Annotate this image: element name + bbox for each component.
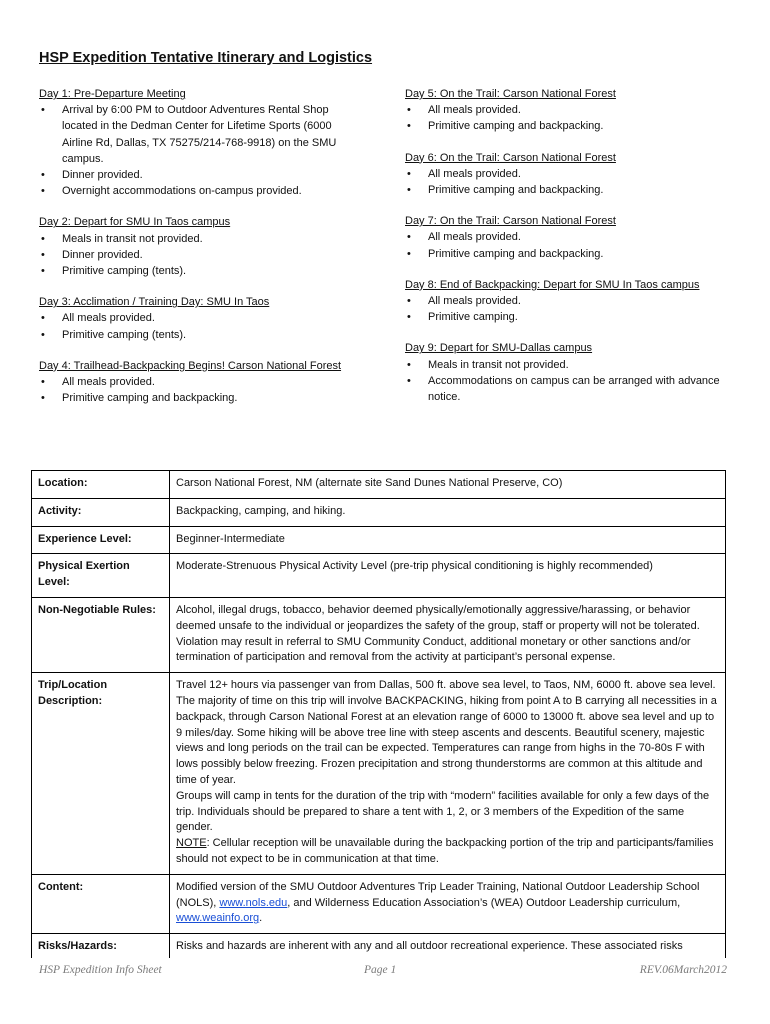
itinerary-left-column <box>39 86 364 421</box>
day-heading: Day 5: On the Trail: Carson National Forest <box>405 88 616 100</box>
list-item: • All meals provided. <box>405 166 735 182</box>
itinerary-right-column <box>405 86 735 420</box>
list-item: • Overnight accommodations on-campus provided. <box>39 183 364 199</box>
description-label: Trip/Location Description: <box>32 673 170 875</box>
itinerary-day <box>405 340 735 405</box>
day-details-list <box>39 102 364 199</box>
list-item: • Primitive camping and backpacking. <box>405 118 735 134</box>
list-item: • All meals provided. <box>405 102 735 118</box>
table-row-experience <box>32 526 726 554</box>
exertion-label: Physical Exertion Level: <box>32 554 170 598</box>
location-label: Location: <box>32 471 170 499</box>
footer-doc-name: HSP Expedition Info Sheet <box>39 964 162 976</box>
day-heading: Day 6: On the Trail: Carson National Forest <box>405 151 616 164</box>
location-value: Carson National Forest, NM (alternate site Sand Dunes National Preserve, CO) <box>170 471 726 499</box>
content-text-3: . <box>259 912 263 925</box>
activity-label: Activity: <box>32 498 170 526</box>
itinerary-day <box>39 214 364 279</box>
risks-label: Risks/Hazards: <box>32 934 170 958</box>
description-paragraph-1: Travel 12+ hours via passenger van from Dallas, 500 ft. above sea level, to Taos, NM, 6000 ft. above sea level. The majority of time on this trip will involve BACKPACKING, hiking from point A to B carrying all necessities in a backpack, through Carson National Forest at an elevation range of 6000 to 13000 ft. above sea level and up to 9 miles/day. Some hiking will be above tree line with steep ascents and descents. Beautiful scenery, majestic views and long periods on the trail can be expected. Temperatures can range from highs in the 70-80s F with lows possibly below freezing. Frozen precipitation and strong thunderstorms are common at this altitude and time of year. <box>176 679 717 786</box>
list-item: • All meals provided. <box>39 374 364 390</box>
table-row-content <box>32 874 726 933</box>
note-label: NOTE <box>176 837 207 850</box>
list-item: • Primitive camping and backpacking. <box>39 390 364 406</box>
description-note <box>176 836 719 868</box>
list-item: • All meals provided. <box>39 310 364 326</box>
list-item: • Meals in transit not provided. <box>405 357 735 373</box>
list-item: • Primitive camping (tents). <box>39 327 364 343</box>
content-text-2: , and Wilderness Education Association’s (WEA) Outdoor Leadership curriculum, <box>287 896 681 909</box>
logistics-table <box>31 470 726 958</box>
day-details-list <box>39 374 364 406</box>
list-item: • Dinner provided. <box>39 167 364 183</box>
experience-label: Experience Level: <box>32 526 170 554</box>
list-item: • All meals provided. <box>405 229 735 245</box>
day-heading: Day 7: On the Trail: Carson National Forest <box>405 215 616 228</box>
content-text-1: Modified version of the SMU Outdoor Adventures Trip Leader Training, National Outdoor Leadership School (NOLS), <box>176 880 700 909</box>
wea-link[interactable]: www.weainfo.org <box>176 912 260 925</box>
list-item: • Meals in transit not provided. <box>39 231 364 247</box>
list-item: • Primitive camping. <box>405 309 735 325</box>
list-item: • All meals provided. <box>405 293 735 309</box>
itinerary-day <box>405 213 735 262</box>
day-heading: Day 3: Acclimation / Training Day: SMU In Taos <box>39 296 270 309</box>
risks-value: Risks and hazards are inherent with any and all outdoor recreational experience. These associated risks <box>170 934 726 958</box>
table-row-rules <box>32 597 726 672</box>
day-details-list <box>405 102 735 134</box>
itinerary-day <box>405 277 735 326</box>
page-footer <box>39 964 727 980</box>
rules-label: Non-Negotiable Rules: <box>32 597 170 672</box>
day-heading: Day 2: Depart for SMU In Taos campus <box>39 216 231 229</box>
experience-value: Beginner-Intermediate <box>170 526 726 554</box>
list-item: • Primitive camping and backpacking. <box>405 246 735 262</box>
day-details-list <box>39 231 364 280</box>
day-details-list <box>405 166 735 198</box>
footer-revision: REV.06March2012 <box>639 964 727 976</box>
itinerary-day <box>405 150 735 199</box>
nols-link[interactable]: www.nols.edu <box>219 896 288 909</box>
list-item: • Arrival by 6:00 PM to Outdoor Adventures Rental Shop located in the Dedman Center for Lifetime Sports (6000 Airline Rd, Dallas, TX 75275/214-768-9918) on the SMU campus. <box>39 102 364 167</box>
itinerary-day <box>39 294 364 343</box>
note-text: : Cellular reception will be unavailable during the backpacking portion of the trip and participants/families should not expect to be in communication at that time. <box>176 837 714 865</box>
itinerary-day <box>405 86 735 135</box>
list-item: • Dinner provided. <box>39 247 364 263</box>
list-item: • Accommodations on campus can be arranged with advance notice. <box>405 373 735 405</box>
exertion-value: Moderate-Strenuous Physical Activity Level (pre-trip physical conditioning is highly recommended) <box>170 554 726 598</box>
table-row-location <box>32 471 726 499</box>
itinerary-day <box>39 358 364 407</box>
table-row-description <box>32 673 726 875</box>
page-title: HSP Expedition Tentative Itinerary and Logistics <box>39 50 373 66</box>
table-row-exertion <box>32 554 726 598</box>
description-paragraph-2: Groups will camp in tents for the duration of the trip with “modern” facilities available for only a few days of the trip. Individuals should be prepared to share a tent with 1, 2, or 3 members of the Expedition of the same gender. <box>176 789 710 834</box>
day-details-list <box>39 310 364 342</box>
list-item: • Primitive camping and backpacking. <box>405 182 735 198</box>
itinerary-day <box>39 86 364 199</box>
rules-value: Alcohol, illegal drugs, tobacco, behavior deemed physically/emotionally aggressive/harassing, or behavior deemed unsafe to the individual or jeopardizes the safety of the group, staff or property will not be tolerated. Violation may result in referral to SMU Community Conduct, additional monetary or other sanctions and/or termination of participation and removal from the activity at participant’s personal expense. <box>170 597 726 672</box>
day-heading: Day 4: Trailhead-Backpacking Begins! Carson National Forest <box>39 359 342 372</box>
content-label: Content: <box>32 874 170 933</box>
day-details-list <box>405 357 735 406</box>
table-row-risks <box>32 934 726 958</box>
footer-page-number: Page 1 <box>364 964 397 976</box>
day-details-list <box>405 293 735 325</box>
list-item: • Primitive camping (tents). <box>39 263 364 279</box>
table-row-activity <box>32 498 726 526</box>
day-heading: Day 1: Pre-Departure Meeting <box>39 88 186 100</box>
day-heading: Day 9: Depart for SMU-Dallas campus <box>405 342 593 355</box>
activity-value: Backpacking, camping, and hiking. <box>170 498 726 526</box>
description-value <box>170 673 726 875</box>
day-heading: Day 8: End of Backpacking: Depart for SMU In Taos campus <box>405 278 700 291</box>
day-details-list <box>405 229 735 261</box>
content-value <box>170 874 726 933</box>
